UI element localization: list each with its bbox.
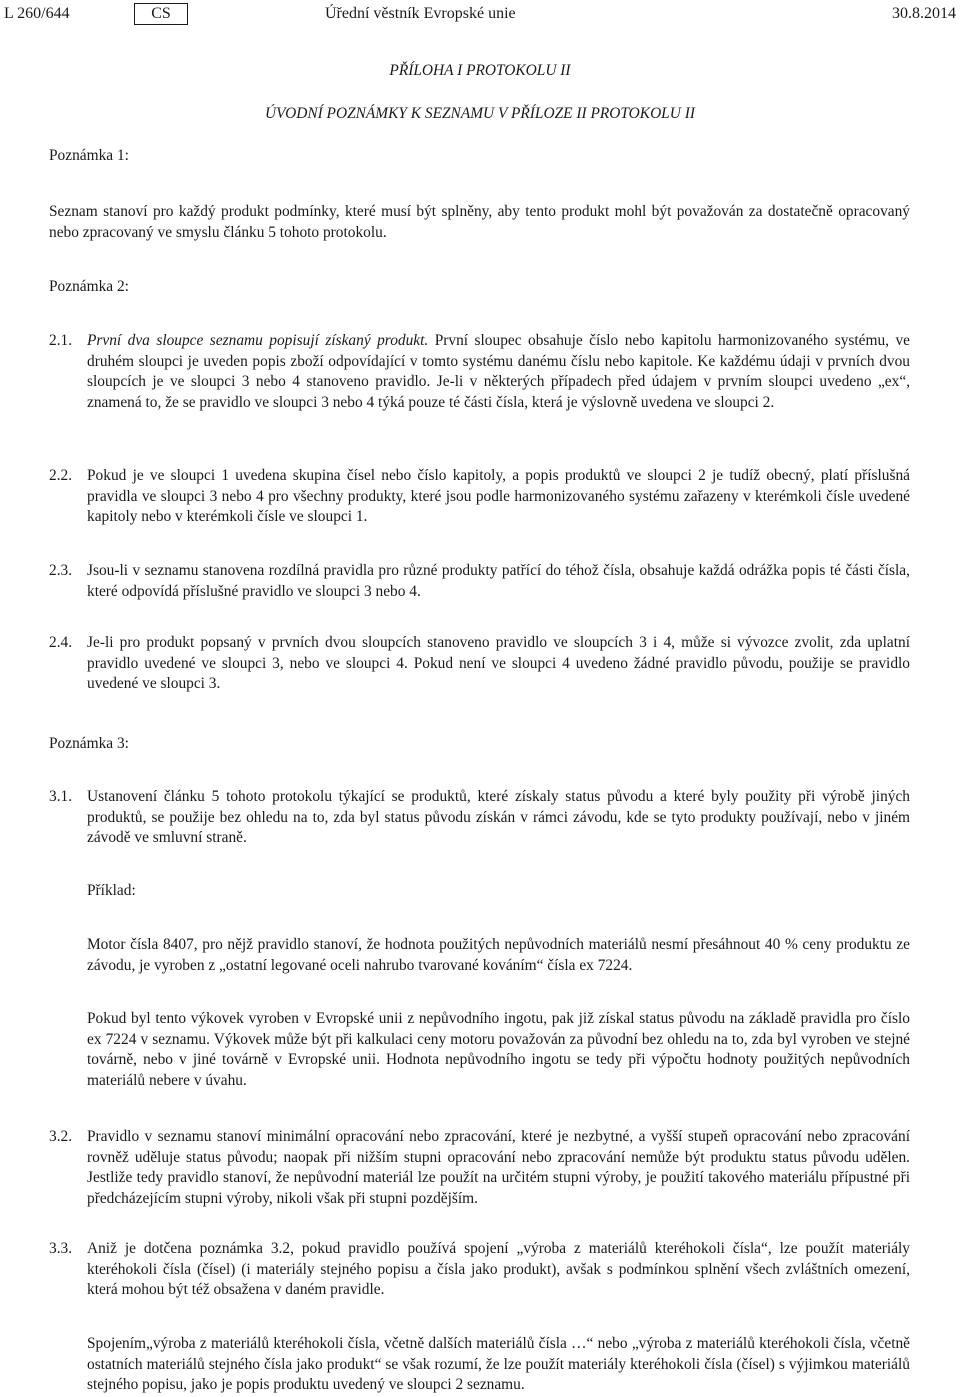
para-3-3: Aniž je dotčena poznámka 3.2, pokud pravidlo používá spojení „výroba z materiálů kteréhokoli čísla“, lze použít materiály kteréhokoli čísla (čísel) (i materiály stejného popisu a čísla jako produkt), avšak s podmínkou splnění všech zvláštních omezení, která mohou být též obsažena v daném pravidle. — [87, 1240, 910, 1299]
note-2-label: Poznámka 2: — [49, 278, 129, 295]
annex-title: PŘÍLOHA I PROTOKOLU II — [389, 62, 571, 79]
para-2-1 — [87, 331, 910, 413]
para-2-1-lead: První dva sloupce seznamu popisují získaný produkt. — [87, 332, 429, 349]
publication-title: Úřední věstník Evropské unie — [325, 5, 516, 22]
note-3-label: Poznámka 3: — [49, 735, 129, 752]
example-paragraph-1: Motor čísla 8407, pro nějž pravidlo stanoví, že hodnota použitých nepůvodních materiálů nesmí přesáhnout 40 % ceny produktu ze závodu, je vyroben z „ostatní legované oceli nahrubo tvarované kováním“ čísla ex 7224. — [87, 936, 910, 974]
note-1-text: Seznam stanoví pro každý produkt podmínky, které musí být splněny, aby tento produkt mohl být považován za dostatečně opracovaný nebo zpracovaný ve smyslu článku 5 tohoto protokolu. — [49, 203, 910, 241]
example-label: Příklad: — [87, 882, 136, 899]
para-2-3: Jsou-li v seznamu stanovena rozdílná pravidla pro různé produkty patřící do téhož čísla, obsahuje každá odrážka popis té části čísla, které odpovídá příslušné pravidlo ve sloupci 3 nebo 4. — [87, 562, 910, 600]
para-3-3-number: 3.3. — [49, 1240, 73, 1257]
para-3-2-number: 3.2. — [49, 1128, 73, 1145]
para-3-2: Pravidlo v seznamu stanoví minimální opracování nebo zpracování, které je nezbytné, a vyšší stupeň opracování nebo zpracování rovněž uděluje status původu; naopak při nižším stupni opracování nebo zpracování nemůže být produktu status původu udělen. Jestliže tedy pravidlo stanoví, že nepůvodní materiál lze použít na určitém stupni výroby, je použití takového materiálu přípustné při předcházejícím stupni výroby, nikoli však při stupni pozdějším. — [87, 1128, 910, 1207]
publication-date: 30.8.2014 — [892, 5, 956, 22]
para-2-1-text: První sloupec obsahuje číslo nebo kapitolu harmonizovaného systému, ve druhém sloupci je uveden popis zboží odpovídající v tomto systému danému číslu nebo kapitole. Ke každému údaji v prvních dvou sloupcích je ve sloupci 3 nebo 4 stanoveno pravidlo. Je-li v některých případech před údajem v prvním sloupci uvedeno „ex“, znamená to, že se pravidlo ve sloupci 3 nebo 4 týká pouze té části čísla, která je výslovně uvedena ve sloupci 2. — [87, 332, 910, 411]
para-3-1-number: 3.1. — [49, 788, 73, 805]
page-header — [0, 4, 960, 26]
journal-page-code: L 260/644 — [4, 5, 70, 22]
para-2-2-number: 2.2. — [49, 467, 73, 484]
para-2-4: Je-li pro produkt popsaný v prvních dvou sloupcích stanoveno pravidlo ve sloupcích 3 i 4, může si vývozce zvolit, zda uplatní pravidlo uvedené ve sloupci 3, nebo ve sloupci 4. Pokud není ve sloupci 4 uvedeno žádné pravidlo původu, použije se pravidlo uvedené ve sloupci 3. — [87, 634, 910, 693]
para-3-1: Ustanovení článku 5 tohoto protokolu týkající se produktů, které získaly status původu a které byly použity při výrobě jiných produktů, se použije bez ohledu na to, zda byl status původu získán v rámci závodu, kde se tyto produkty používají, nebo v jiném závodě ve smluvní straně. — [87, 788, 910, 847]
para-3-3-continuation: Spojením„výroba z materiálů kteréhokoli čísla, včetně dalších materiálů čísla …“ nebo „výroba z materiálů kteréhokoli čísla, včetně ostatních materiálů stejného čísla jako produkt“ se však rozumí, že lze použít materiály kteréhokoli čísla (čísel) s výjimkou materiálů stejného popisu, jako je popis produktu uvedený ve sloupci 2 seznamu. — [87, 1335, 910, 1394]
para-2-3-number: 2.3. — [49, 562, 73, 579]
notes-title: ÚVODNÍ POZNÁMKY K SEZNAMU V PŘÍLOZE II PROTOKOLU II — [265, 105, 695, 122]
para-2-4-number: 2.4. — [49, 634, 73, 651]
example-paragraph-2: Pokud byl tento výkovek vyroben v Evropské unii z nepůvodního ingotu, pak již získal status původu na základě pravidla pro číslo ex 7224 v seznamu. Výkovek může být při kalkulaci ceny motoru považován za původní bez ohledu na to, zda byl vyroben ve stejné továrně, nebo v jiné továrně v Evropské unii. Hodnota nepůvodního ingotu se tedy při výpočtu hodnoty použitých nepůvodních materiálů nebere v úvahu. — [87, 1010, 910, 1089]
language-badge: CS — [134, 3, 188, 25]
note-1-label: Poznámka 1: — [49, 147, 129, 164]
para-2-1-number: 2.1. — [49, 332, 73, 349]
para-2-2: Pokud je ve sloupci 1 uvedena skupina čísel nebo číslo kapitoly, a popis produktů ve sloupci 2 je tudíž obecný, platí příslušná pravidla ve sloupci 3 nebo 4 pro všechny produkty, které jsou podle harmonizovaného systému zařazeny v kterémkoli čísle uvedené kapitoly nebo v kterémkoli čísle ve sloupci 1. — [87, 467, 910, 526]
